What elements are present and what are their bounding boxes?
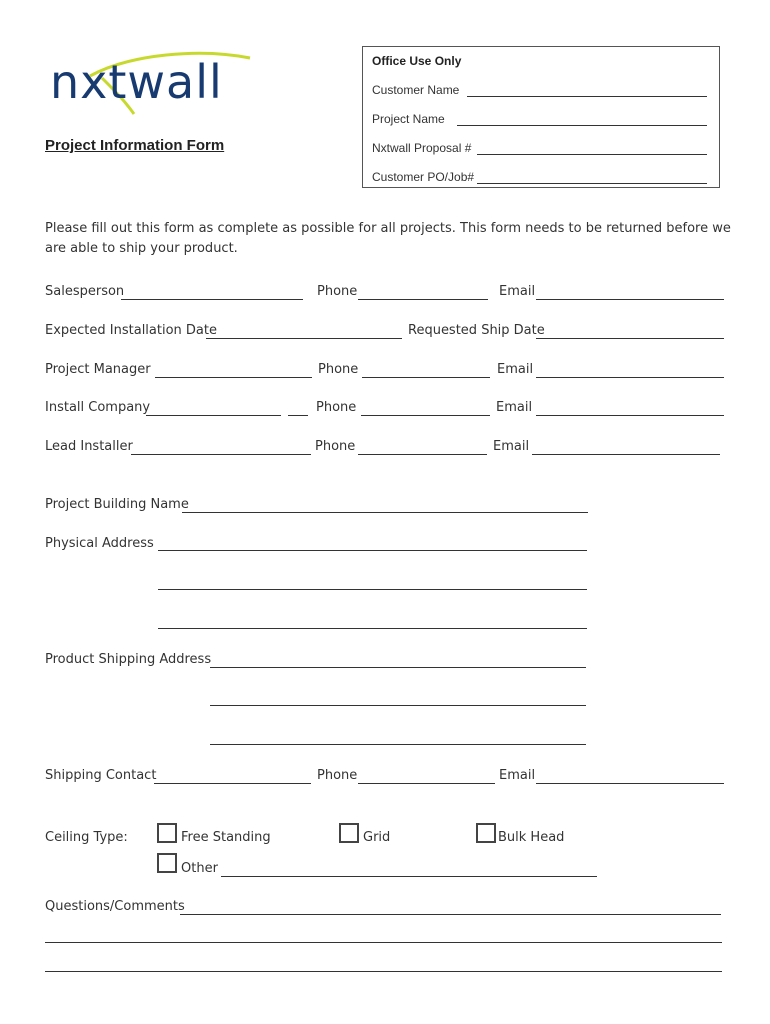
shipping-contact-label: Shipping Contact — [45, 768, 157, 783]
office-po-label: Customer PO/Job# — [372, 170, 475, 184]
nxtwall-logo — [50, 48, 265, 116]
shipping-address-line-3[interactable] — [210, 744, 586, 745]
lead-installer-phone-field[interactable] — [358, 454, 487, 455]
salesperson-email-field[interactable] — [536, 299, 724, 300]
office-customer-name-label: Customer Name — [372, 83, 460, 97]
other-checkbox[interactable] — [157, 853, 177, 873]
office-proposal-field[interactable] — [477, 154, 707, 155]
project-manager-phone-label: Phone — [318, 362, 359, 377]
lead-installer-label: Lead Installer — [45, 439, 133, 454]
install-company-field-extension — [288, 415, 308, 416]
expected-install-date-field[interactable] — [206, 338, 402, 339]
physical-address-line-3[interactable] — [158, 628, 587, 629]
questions-comments-line-3[interactable] — [45, 971, 722, 972]
free-standing-checkbox[interactable] — [157, 823, 177, 843]
office-customer-name-field[interactable] — [467, 96, 707, 97]
bulk-head-checkbox[interactable] — [476, 823, 496, 843]
install-company-phone-label: Phone — [316, 400, 357, 415]
office-use-heading: Office Use Only — [372, 54, 462, 68]
shipping-contact-field[interactable] — [154, 783, 311, 784]
requested-ship-date-field[interactable] — [536, 338, 724, 339]
ceiling-type-label: Ceiling Type: — [45, 830, 128, 845]
other-field[interactable] — [221, 876, 597, 877]
grid-label: Grid — [363, 830, 391, 845]
questions-comments-label: Questions/Comments — [45, 899, 185, 914]
questions-comments-line-1[interactable] — [180, 914, 721, 915]
office-use-box — [362, 46, 720, 188]
shipping-address-line-2[interactable] — [210, 705, 586, 706]
install-company-email-field[interactable] — [536, 415, 724, 416]
other-label: Other — [181, 861, 218, 876]
project-building-name-label: Project Building Name — [45, 497, 189, 512]
questions-comments-line-2[interactable] — [45, 942, 722, 943]
lead-installer-field[interactable] — [131, 454, 311, 455]
shipping-address-line-1[interactable] — [210, 667, 586, 668]
expected-install-date-label: Expected Installation Date — [45, 323, 217, 338]
salesperson-phone-label: Phone — [317, 284, 358, 299]
install-company-label: Install Company — [45, 400, 151, 415]
lead-installer-email-label: Email — [493, 439, 530, 454]
requested-ship-date-label: Requested Ship Date — [408, 323, 545, 338]
physical-address-line-2[interactable] — [158, 589, 587, 590]
physical-address-line-1[interactable] — [158, 550, 587, 551]
salesperson-label: Salesperson — [45, 284, 125, 299]
shipping-contact-phone-label: Phone — [317, 768, 358, 783]
project-manager-email-label: Email — [497, 362, 534, 377]
bulk-head-label: Bulk Head — [498, 830, 565, 845]
shipping-contact-email-field[interactable] — [536, 783, 724, 784]
grid-checkbox[interactable] — [339, 823, 359, 843]
shipping-contact-email-label: Email — [499, 768, 536, 783]
lead-installer-email-field[interactable] — [532, 454, 720, 455]
logo-text: nxtwall — [50, 55, 223, 109]
salesperson-email-label: Email — [499, 284, 536, 299]
physical-address-label: Physical Address — [45, 536, 154, 551]
project-manager-phone-field[interactable] — [362, 377, 490, 378]
form-title: Project Information Form — [45, 137, 225, 154]
install-company-field[interactable] — [146, 415, 281, 416]
salesperson-field[interactable] — [121, 299, 303, 300]
project-manager-email-field[interactable] — [536, 377, 724, 378]
project-manager-label: Project Manager — [45, 362, 151, 377]
shipping-contact-phone-field[interactable] — [358, 783, 495, 784]
salesperson-phone-field[interactable] — [358, 299, 488, 300]
install-company-phone-field[interactable] — [361, 415, 490, 416]
office-project-name-label: Project Name — [372, 112, 445, 126]
intro-text: Please fill out this form as complete as possible for all projects. This form needs to be returned before we are able to ship your product. — [45, 221, 731, 256]
install-company-email-label: Email — [496, 400, 533, 415]
lead-installer-phone-label: Phone — [315, 439, 356, 454]
project-building-name-field[interactable] — [182, 512, 588, 513]
project-manager-field[interactable] — [155, 377, 312, 378]
free-standing-label: Free Standing — [181, 830, 271, 845]
office-proposal-label: Nxtwall Proposal # — [372, 141, 472, 155]
office-po-field[interactable] — [477, 183, 707, 184]
product-shipping-address-label: Product Shipping Address — [45, 652, 212, 667]
office-project-name-field[interactable] — [457, 125, 707, 126]
